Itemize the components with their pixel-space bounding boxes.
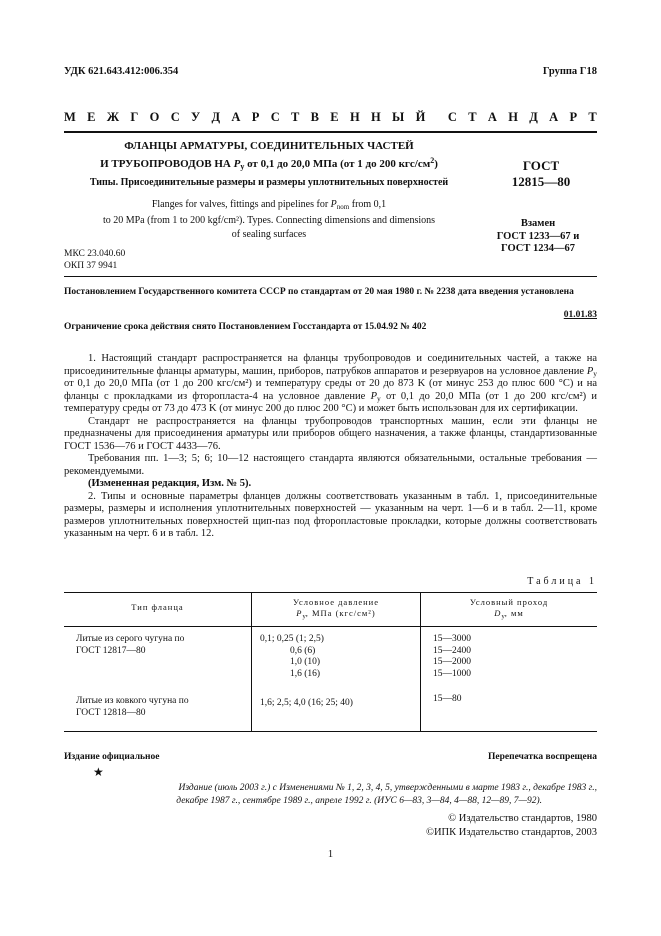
banner-rule bbox=[64, 131, 597, 133]
effective-date: 01.01.83 bbox=[563, 310, 597, 320]
banner-letter: А bbox=[231, 110, 241, 124]
paragraph-1: 1. Настоящий стандарт распространяется на фланцы трубопроводов и соединительных частей, а также на присоединительные фланцы арматуры, машин, приборов, патрубков аппаратов и резервуаров на условное давление $P_у$ от 0,1 до 20,0 МПа (от 1 до 200 кгс/см²) и температуру среды от 20 до 873 K (от минус 253 до плюс 600 °С) и на фланцы с прокладками из фторопласта-4 на условное давление $P_у$ от 0,1 до 20,0 МПа (от 1 до 200 кгс/см²) и температуру среды от 73 до 473 K (от минус 200 до плюс 200 °С) и может быть использован для их сертификации. bbox=[64, 353, 598, 414]
gost-number: ГОСТ 12815—80 bbox=[511, 158, 571, 189]
body-text bbox=[64, 353, 597, 541]
banner-letter: Е bbox=[330, 110, 339, 124]
banner-letter: Р bbox=[569, 110, 578, 124]
table-row bbox=[64, 634, 251, 684]
banner-letter: А bbox=[487, 110, 497, 124]
document-subtitle: Типы. Присоединительные размеры и размеры уплотнительных поверхностей bbox=[89, 177, 449, 188]
amendment-note: (Измененная редакция, Изм. № 5). bbox=[88, 478, 252, 489]
banner-letter: С bbox=[270, 110, 280, 124]
english-title: Flanges for valves, fittings and pipelines for $P_{nom}$ from 0,1 to 20 MPa (from 1 to 200 kgf/cm²). Types. Connecting dimensions and dimensions of sealing surfaces bbox=[102, 199, 436, 240]
banner-letter: Е bbox=[87, 110, 96, 124]
table-label: Таблица 1 bbox=[527, 576, 597, 587]
star-icon: ★ bbox=[93, 765, 104, 779]
replaces-block: Взамен ГОСТ 1233—67 и ГОСТ 1234—67 bbox=[496, 218, 580, 254]
cell-pressure: 0,1; 0,25 (1; 2,5) 0,6 (6) 1,0 (10) 1,6 (16) bbox=[260, 634, 324, 679]
table-top-rule bbox=[64, 592, 597, 593]
banner-letter: Г bbox=[130, 110, 139, 124]
cell-pressure: 1,6; 2,5; 4,0 (16; 25; 40) bbox=[260, 698, 353, 708]
banner-letter: М bbox=[64, 110, 76, 124]
title-line-1: ФЛАНЦЫ АРМАТУРЫ, СОЕДИНИТЕЛЬНЫХ ЧАСТЕЙ bbox=[124, 140, 414, 152]
banner-letter: Т bbox=[588, 110, 597, 124]
banner-letter: Т bbox=[291, 110, 300, 124]
cell-type: Литые из ковкого чугуна по ГОСТ 12818—80 bbox=[76, 696, 189, 718]
banner-letter: С bbox=[170, 110, 180, 124]
banner-letter: Н bbox=[370, 110, 381, 124]
banner-letter: Ж bbox=[106, 110, 120, 124]
banner-letter: А bbox=[549, 110, 559, 124]
header-flange-type: Тип фланца bbox=[131, 602, 184, 612]
official-edition-label: Издание официальное bbox=[64, 752, 160, 762]
banner-letter: Й bbox=[415, 110, 426, 124]
table-row bbox=[64, 696, 251, 726]
decree-text: Постановлением Государственного комитета СССР по стандартам от 20 мая 1980 г. № 2238 дата введения установлена bbox=[64, 287, 574, 297]
header-pressure: Условное давление $P_у$, МПа (кгс/см²) bbox=[293, 597, 379, 620]
flange-types-table bbox=[64, 592, 597, 732]
copyright-block: © Издательство стандартов, 1980 ©ИПК Издательство стандартов, 2003 bbox=[425, 813, 597, 838]
udc-code: УДК 621.643.412:006.354 bbox=[64, 66, 179, 77]
title-line-2: И ТРУБОПРОВОДОВ НА $P_у$ от 0,1 до 20,0 МПа (от 1 до 200 кгс/$см^2$) bbox=[100, 155, 438, 171]
banner-letter: Р bbox=[251, 110, 260, 124]
banner-letter: Ы bbox=[392, 110, 405, 124]
banner-letter: Н bbox=[349, 110, 360, 124]
page-number: 1 bbox=[327, 849, 334, 860]
group-code: Группа Г18 bbox=[542, 66, 597, 77]
interstate-standard-banner bbox=[64, 110, 597, 125]
banner-letter: С bbox=[447, 110, 457, 124]
banner-letter: Д bbox=[211, 110, 221, 124]
banner-letter: Д bbox=[529, 110, 538, 124]
cell-nominal-bore: 15—3000 15—2400 15—2000 15—1000 bbox=[433, 634, 471, 679]
banner-letter: В bbox=[310, 110, 319, 124]
classification-codes: МКС 23.040.60 ОКП 37 9941 bbox=[64, 249, 126, 271]
banner-letter: О bbox=[149, 110, 160, 124]
decree-rule bbox=[64, 276, 597, 277]
table-bottom-rule bbox=[64, 731, 597, 732]
reprint-prohibited-label: Перепечатка воспрещена bbox=[487, 752, 597, 762]
limit-removed-text: Ограничение срока действия снято Постановлением Госстандарта от 15.04.92 № 402 bbox=[64, 322, 427, 332]
paragraph-2: Стандарт не распространяется на фланцы трубопроводов транспортных машин, если эти фланцы не предназначены для присоединения арматуры или приборов общего назначения, а также фланцы, стандартизованные ГОСТ 1536—76 и ГОСТ 4433—76. bbox=[64, 415, 597, 452]
edition-note: Издание (июль 2003 г.) с Изменениями № 1, 2, 3, 4, 5, утвержденными в марте 1983 г., декабре 1983 г., декабре 1987 г., сентябре 1989 г., апреле 1992 г. (ИУС 6—83, 3—84, 4—88, 12—89, 7—92). bbox=[176, 783, 597, 806]
paragraph-3: Требования пп. 1—3; 5; 6; 10—12 настоящего стандарта являются обязательными, остальные требования — рекомендуемыми. bbox=[64, 453, 597, 477]
cell-type: Литые из серого чугуна по ГОСТ 12817—80 bbox=[76, 634, 185, 656]
banner-letter: У bbox=[191, 110, 201, 124]
document-title bbox=[64, 140, 474, 173]
banner-letter: Н bbox=[508, 110, 518, 124]
header-nominal-bore: Условный проход $D_у$, мм bbox=[469, 597, 549, 620]
banner-letter: Т bbox=[468, 110, 477, 124]
cell-nominal-bore: 15—80 bbox=[433, 694, 462, 704]
paragraph-5: 2. Типы и основные параметры фланцев должны соответствовать указанным в табл. 1, присоединительные размеры, размеры и исполнения уплотнительных поверхностей — указанным на черт. 1—6 и в табл. 2—11, кроме размеров уплотнительных поверхностей щип-паз под фторопластовые прокладки, которые должны соответствовать указанным на черт. 6 и в табл. 12. bbox=[64, 490, 597, 539]
